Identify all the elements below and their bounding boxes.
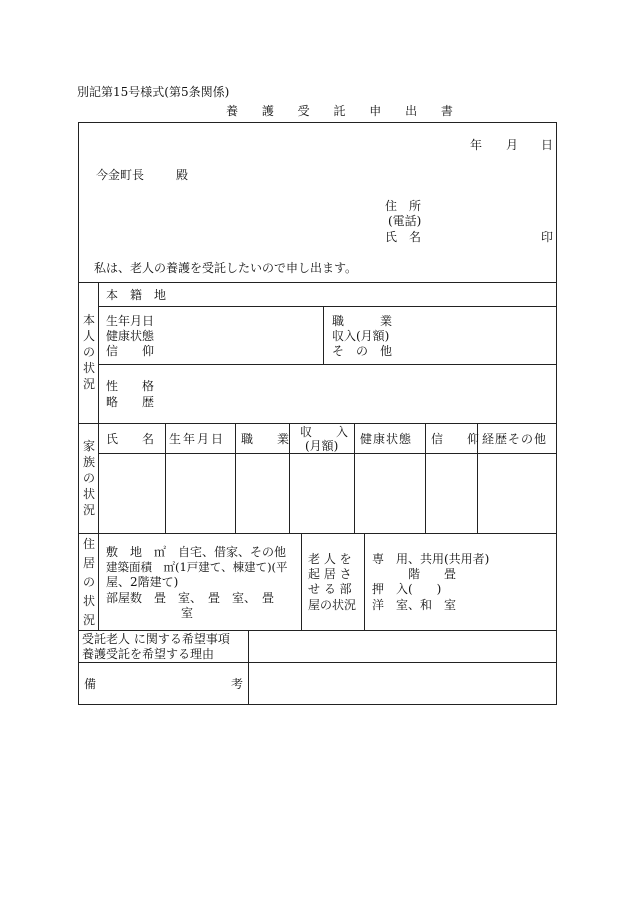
self-section-vertical-label: 本 人 の 状 況 [82, 313, 95, 391]
name-label: 氏 名 [385, 230, 422, 244]
building-area-row-cont: 屋、2階建て) [106, 575, 179, 589]
phone-label: (電話) [388, 214, 422, 228]
residence-line-1 [301, 533, 302, 631]
elder-room-label-1: 老 人 を [308, 552, 352, 566]
family-header-line [98, 453, 557, 454]
bottom-rows-line [248, 630, 249, 705]
family-col-health: 健康状態 [360, 432, 413, 446]
border-top [78, 122, 557, 123]
form-number: 別記第15号様式(第5条関係) [77, 85, 230, 99]
declaration-text: 私は、老人の養護を受託したいので申し出ます。 [94, 261, 358, 275]
domicile-label: 本 籍 地 [106, 288, 167, 302]
family-col-belief: 信 仰 [431, 432, 480, 446]
wish-label-1: 受託老人 に関する希望事項 [82, 632, 230, 646]
health-label: 健康状態 [106, 329, 155, 343]
remarks-label-left: 備 [84, 677, 97, 691]
address-label: 住 所 [385, 199, 422, 213]
date-month: 月 [506, 138, 519, 152]
self-row-1-line [98, 306, 557, 307]
elder-room-label-4: 屋の状況 [308, 598, 357, 612]
document-title: 養 護 受 託 申 出 書 [226, 104, 463, 118]
family-col-line-3 [289, 423, 290, 534]
divider-top-section [78, 282, 557, 283]
residence-line-2 [364, 533, 365, 631]
wish-label-2: 養護受託を希望する理由 [82, 647, 215, 661]
family-col-line-4 [354, 423, 355, 534]
self-row-2-line [98, 364, 557, 365]
family-col-occupation: 職 業 [241, 432, 290, 446]
family-col-income-monthly: (月額) [305, 439, 339, 453]
rooms-row: 部屋数 畳 室、 畳 室、 畳 [106, 591, 275, 605]
elder-room-label-2: 起 居 さ [308, 567, 352, 581]
divider-residence-section [78, 630, 557, 631]
floor-mats-row: 階 畳 [408, 567, 457, 581]
family-col-history: 経歴その他 [482, 432, 548, 446]
family-section-vertical-label: 家 族 の 状 況 [82, 439, 95, 517]
seal-mark: 印 [541, 230, 554, 244]
character-label: 性 格 [106, 379, 155, 393]
occupation-label: 職 業 [332, 314, 393, 328]
family-col-line-2 [235, 423, 236, 534]
residence-section-vertical-label: 住 居 の 状 況 [82, 537, 95, 627]
date-year: 年 [470, 138, 483, 152]
income-label: 収入(月額) [332, 329, 390, 343]
closet-row: 押 入( ) [372, 582, 442, 596]
remarks-label-right: 考 [231, 677, 244, 691]
addressee: 今金町長 [96, 168, 145, 182]
family-col-line-1 [165, 423, 166, 534]
divider-family-section [78, 533, 557, 534]
border-left [78, 122, 79, 705]
family-col-income: 収 入 [300, 425, 349, 439]
family-col-name: 氏 名 [106, 432, 155, 446]
family-col-birth: 生年月日 [169, 432, 226, 446]
room-type-row: 洋 室、和 室 [372, 598, 457, 612]
building-area-row: 建築面積 ㎡(1戸建て、棟建て)(平 [106, 560, 288, 574]
honorific: 殿 [176, 168, 189, 182]
room-use-row: 専 用、共用(共用者) [372, 552, 490, 566]
rooms-row-cont: 室 [181, 606, 194, 620]
label-column-line [98, 282, 99, 631]
site-area-row: 敷 地 ㎡ 自宅、借家、その他 [106, 545, 287, 559]
history-label: 略 歴 [106, 395, 155, 409]
elder-room-label-3: せ る 部 [308, 582, 352, 596]
divider-wish-row [78, 662, 557, 663]
border-right [556, 122, 557, 705]
self-mid-line [323, 306, 324, 365]
belief-label: 信 仰 [106, 344, 155, 358]
border-bottom [78, 704, 557, 705]
birth-date-label: 生年月日 [106, 314, 155, 328]
other-label: そ の 他 [332, 344, 393, 358]
date-day: 日 [541, 138, 554, 152]
divider-self-section [78, 423, 557, 424]
family-col-line-5 [425, 423, 426, 534]
